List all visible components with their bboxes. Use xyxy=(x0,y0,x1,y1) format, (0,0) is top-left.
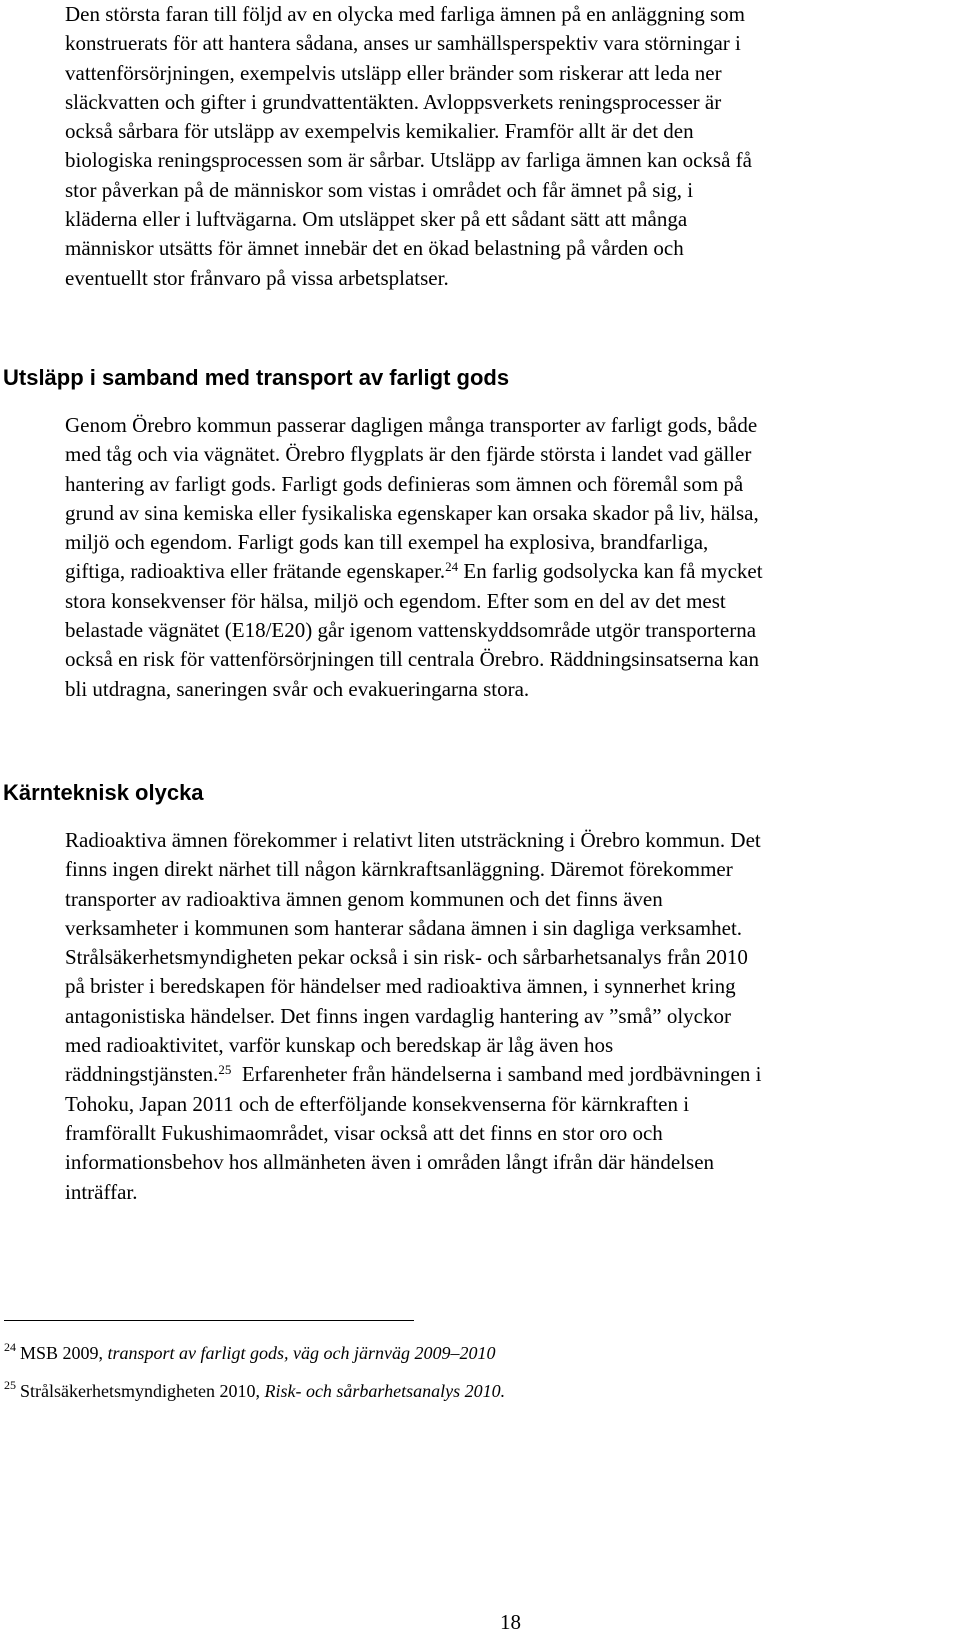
footnote-text: MSB 2009, xyxy=(20,1343,108,1363)
footnote-title: Risk- och sårbarhetsanalys 2010. xyxy=(264,1381,506,1401)
text-line: verksamheter i kommunen som hanterar sådana ämnen i sin dagliga verksamhet. xyxy=(65,915,743,940)
text-line: grund av sina kemiska eller fysikaliska egenskaper kan orsaka skador på liv, hälsa, xyxy=(65,500,759,525)
nuclear-paragraph xyxy=(65,826,950,1207)
footnote-separator xyxy=(4,1320,414,1321)
text-line: konstruerats för att hantera sådana, anses ur samhällsperspektiv vara störningar i xyxy=(65,31,741,56)
text-line: Radioaktiva ämnen förekommer i relativt liten utsträckning i Örebro kommun. Det xyxy=(65,828,761,852)
text-line: framförallt Fukushimaområdet, visar också att det finns en stor oro och xyxy=(65,1120,663,1145)
text-line: belastade vägnätet (E18/E20) går igenom vattenskyddsområde utgör transporterna xyxy=(65,618,757,643)
section-heading-nuclear: Kärnteknisk olycka xyxy=(3,780,204,805)
footnote-25 xyxy=(4,1380,505,1402)
text-line: antagonistiska händelser. Det finns ingen vardaglig hantering av ”små” olyckor xyxy=(65,1003,731,1028)
text-line: med tåg och via vägnätet. Örebro flygplats är den fjärde största i landet vad gäller xyxy=(65,442,752,467)
text-line: med radioaktivitet, varför kunskap och beredskap är låg även hos xyxy=(65,1033,614,1058)
text-line: också en risk för vattenförsörjningen till centrala Örebro. Räddningsinsatserna kan xyxy=(65,647,759,672)
section-heading-transport: Utsläpp i samband med transport av farligt gods xyxy=(3,365,510,390)
text-line: kläderna eller i luftvägarna. Om utsläppet sker på ett sådant sätt att många xyxy=(65,207,688,232)
footnote-title: transport av farligt gods, väg och järnväg 2009–2010 xyxy=(107,1343,496,1363)
text-line: Strålsäkerhetsmyndigheten pekar också i sin risk- och sårbarhetsanalys från 2010 xyxy=(65,945,748,970)
text-line: eventuellt stor frånvaro på vissa arbetsplatser. xyxy=(65,265,449,290)
text-line: hantering av farligt gods. Farligt gods definieras som ämnen och föremål som på xyxy=(65,471,744,496)
text-line: transporter av radioaktiva ämnen genom kommunen och det finns även xyxy=(65,886,663,911)
footnote-number: 24 xyxy=(4,1340,16,1354)
text-line: finns ingen direkt närhet till någon kärnkraftsanläggning. Däremot förekommer xyxy=(65,857,733,882)
footnote-24 xyxy=(4,1342,496,1364)
footnote-reference[interactable]: 25 xyxy=(218,1062,232,1078)
text-line: inträffar. xyxy=(65,1179,138,1204)
text-line: Erfarenheter från händelserna i samband med jordbävningen i xyxy=(231,1062,762,1087)
footnote-number: 25 xyxy=(4,1378,16,1392)
text-line: Den största faran till följd av en olycka med farliga ämnen på en anläggning som xyxy=(65,2,745,26)
text-line: räddningstjänsten. xyxy=(65,1062,219,1087)
text-line: vattenförsörjningen, exempelvis utsläpp eller bränder som riskerar att leda ner xyxy=(65,60,722,85)
text-line: Tohoku, Japan 2011 och de efterföljande konsekvenserna för kärnkraften i xyxy=(65,1091,690,1116)
text-line: stora konsekvenser för hälsa, miljö och egendom. Efter som en del av det mest xyxy=(65,588,726,613)
text-line: också sårbara för utsläpp av exempelvis kemikalier. Framför allt är det den xyxy=(65,119,694,144)
text-line: stor påverkan på de människor som vistas i området och får ämnet på sig, i xyxy=(65,177,694,202)
footnote-text: Strålsäkerhetsmyndigheten 2010, xyxy=(20,1381,265,1401)
text-line: bli utdragna, saneringen svår och evakueringarna stora. xyxy=(65,676,530,701)
text-line: En farlig godsolycka kan få mycket xyxy=(458,559,763,584)
text-line: giftiga, radioaktiva eller frätande egenskaper. xyxy=(65,559,446,584)
text-line: miljö och egendom. Farligt gods kan till exempel ha explosiva, brandfarliga, xyxy=(65,530,709,555)
footnote-reference[interactable]: 24 xyxy=(445,559,459,575)
text-line: människor utsätts för ämnet innebär det en ökad belastning på vården och xyxy=(65,236,684,261)
page-number: 18 xyxy=(500,1610,521,1634)
text-line: släckvatten och gifter i grundvattentäkten. Avloppsverkets reningsprocesser är xyxy=(65,89,722,114)
text-line: biologiska reningsprocessen som är sårbar. Utsläpp av farliga ämnen kan också få xyxy=(65,148,752,173)
text-line: Genom Örebro kommun passerar dagligen många transporter av farligt gods, både xyxy=(65,413,758,437)
intro-paragraph xyxy=(65,0,950,293)
transport-paragraph xyxy=(65,411,950,704)
text-line: informationsbehov hos allmänheten även i områden långt ifrån där händelsen xyxy=(65,1150,715,1175)
text-line: på brister i beredskapen för händelser med radioaktiva ämnen, i synnerhet kring xyxy=(65,974,736,999)
